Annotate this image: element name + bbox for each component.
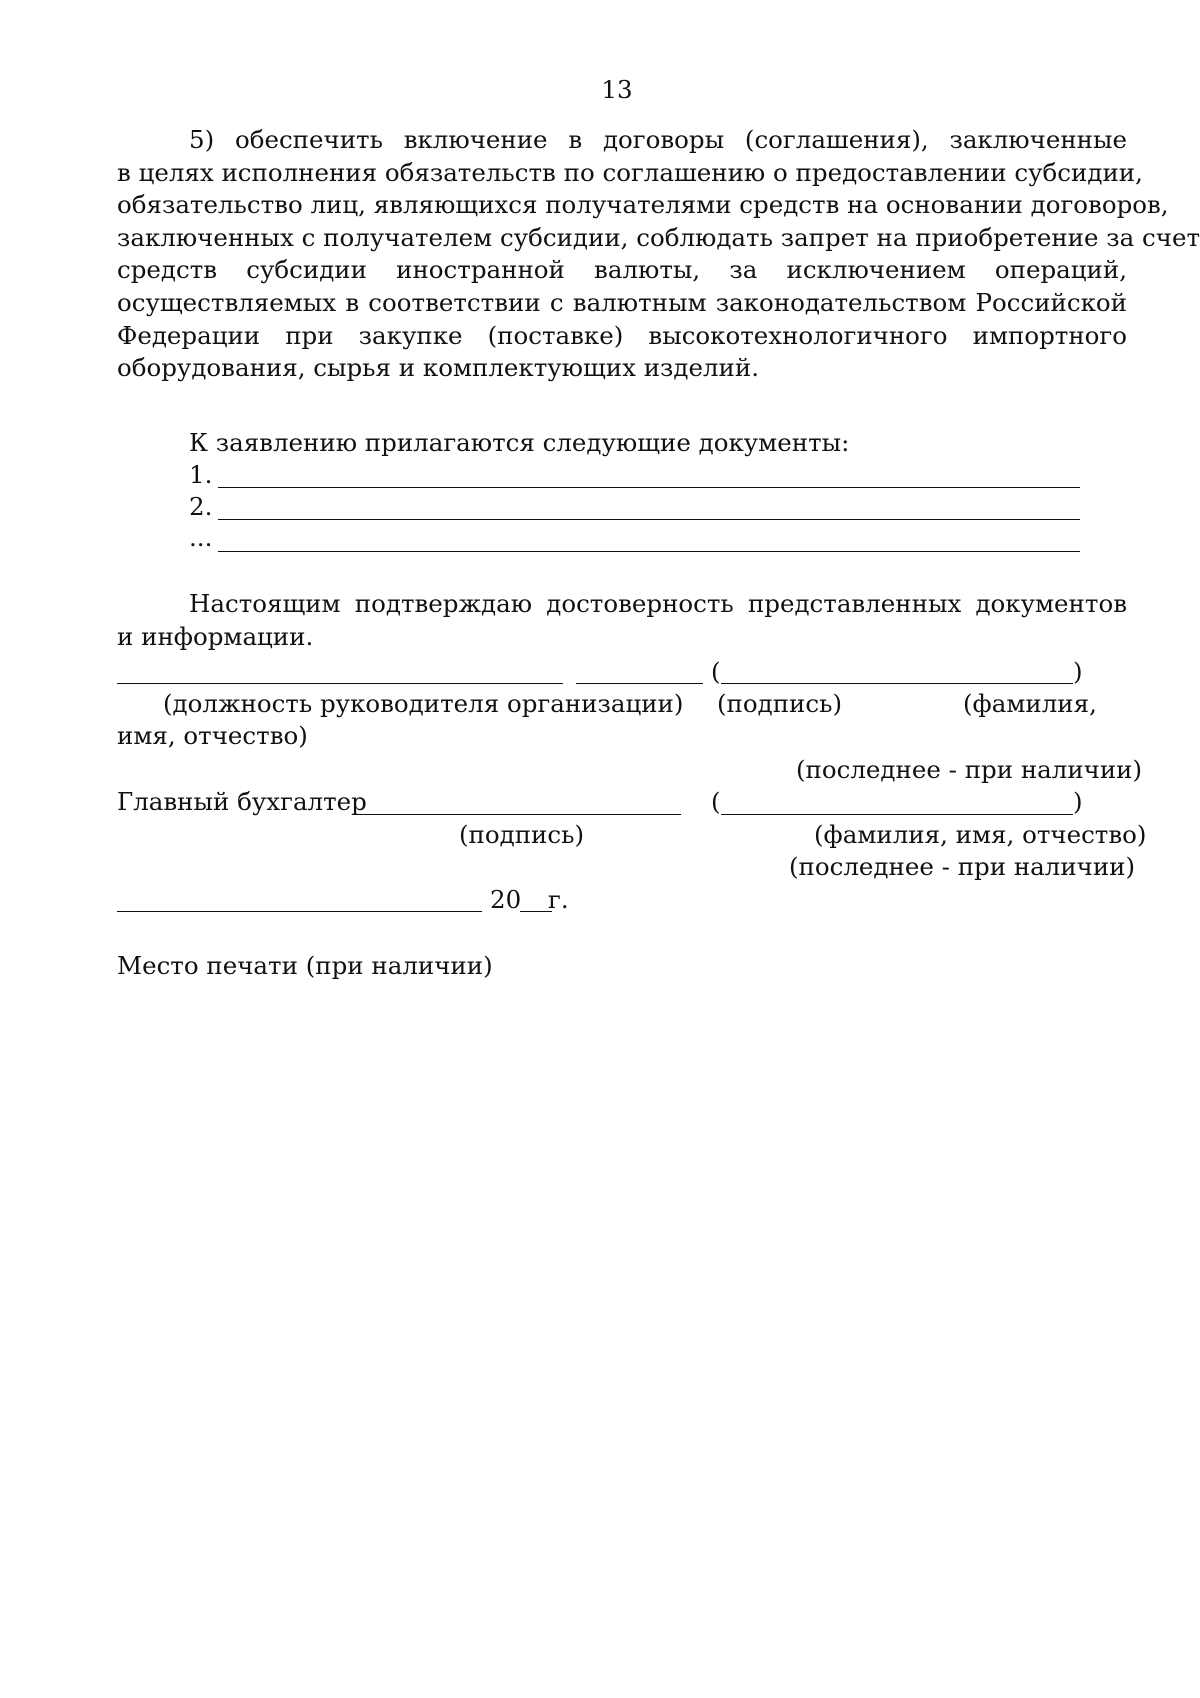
accountant-name-caption-note: (последнее - при наличии) (789, 852, 1136, 881)
name-caption-continued: имя, отчество) (117, 721, 308, 750)
attachment-blank-line[interactable] (218, 551, 1080, 552)
clause-5-paragraph (117, 124, 1200, 385)
confirmation-line: Настоящим подтверждаю достоверность представленных документов (189, 589, 1127, 618)
accountant-name-paren-open: ( (711, 787, 721, 816)
clause-5-line: обязательство лиц, являющихся получателями средств на основании договоров, (117, 190, 1169, 220)
name-paren-open: ( (711, 657, 721, 686)
attachment-item-number: ... (189, 523, 213, 552)
chief-accountant-label: Главный бухгалтер (117, 787, 367, 816)
date-year-suffix: г. (548, 885, 569, 914)
attachment-item-number: 2. (189, 492, 213, 521)
clause-5-line: заключенных с получателем субсидии, соблюдать запрет на приобретение за счет (117, 222, 1200, 252)
name-caption-note: (последнее - при наличии) (796, 755, 1143, 784)
attachment-blank-line[interactable] (218, 487, 1080, 488)
clause-5-line: оборудования, сырья и комплектующих изделий. (117, 353, 760, 383)
attachment-item-number: 1. (189, 460, 213, 489)
signature-blank-line[interactable] (576, 683, 703, 684)
position-blank-line[interactable] (117, 683, 563, 684)
signature-caption: (подпись) (717, 689, 843, 718)
clause-5-line: осуществляемых в соответствии с валютным законодательством Российской (117, 287, 1127, 317)
confirmation-paragraph (117, 588, 1127, 653)
attachments-heading: К заявлению прилагаются следующие документы: (189, 428, 850, 457)
accountant-name-caption: (фамилия, имя, отчество) (814, 820, 1147, 849)
date-year-prefix: 20 (490, 885, 522, 914)
clause-5-line: 5) обеспечить включение в договоры (соглашения), заключенные (189, 125, 1127, 154)
page-number: 13 (601, 75, 633, 104)
stamp-place-label: Место печати (при наличии) (117, 951, 493, 980)
clause-5-line: средств субсидии иностранной валюты, за исключением операций, (117, 255, 1127, 285)
name-blank-line[interactable] (721, 683, 1073, 684)
clause-5-line: в целях исполнения обязательств по соглашению о предоставлении субсидии, (117, 157, 1143, 187)
accountant-name-blank-line[interactable] (721, 814, 1073, 815)
date-blank-line[interactable] (117, 911, 482, 912)
accountant-name-paren-close: ) (1073, 787, 1083, 816)
accountant-signature-caption: (подпись) (459, 820, 585, 849)
name-caption: (фамилия, (963, 689, 1097, 718)
confirmation-line: и информации. (117, 621, 314, 651)
clause-5-line: Федерации при закупке (поставке) высокотехнологичного импортного (117, 320, 1127, 350)
position-caption: (должность руководителя организации) (163, 689, 684, 718)
attachment-blank-line[interactable] (218, 519, 1080, 520)
accountant-signature-blank-line[interactable] (357, 814, 681, 815)
name-paren-close: ) (1073, 657, 1083, 686)
